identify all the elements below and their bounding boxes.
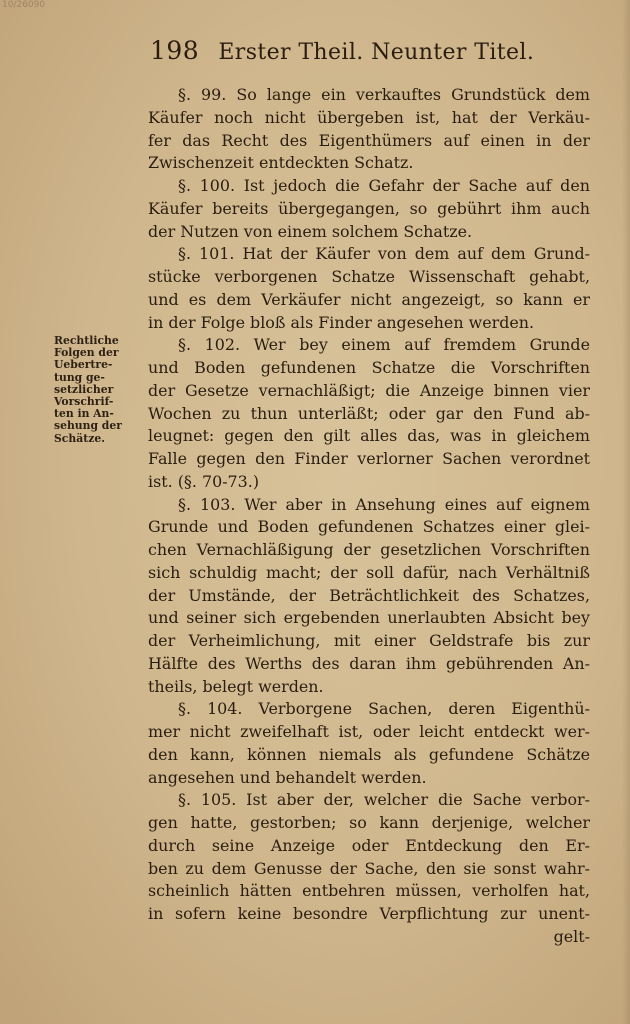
- paragraph-103-line: der Verheimlichung, mit einer Geldstrafe bis zur: [148, 631, 590, 650]
- margin-note-line: Rechtliche: [54, 335, 119, 347]
- paragraph-102-line: der Gesetze vernachläßigt; die Anzeige binnen vier: [148, 380, 590, 400]
- paragraph-102-line: und Boden gefundenen Schatze die Vorschriften: [148, 358, 590, 377]
- paragraph-103-line: der Umstände, der Beträchtlichkeit des Schatzes,: [148, 585, 590, 605]
- margin-note-line: tung ge-: [54, 371, 105, 384]
- paragraph-105-line: §. 105. Ist aber der, welcher die Sache verbor-: [178, 790, 590, 810]
- paragraph-102-line: ist. (§. 70-73.): [148, 471, 260, 491]
- paragraph-101-line: und es dem Verkäufer nicht angezeigt, so kann er: [148, 289, 590, 309]
- paragraph-100-line: §. 100. Ist jedoch die Gefahr der Sache auf den: [178, 176, 590, 195]
- paragraph-103-line: §. 103. Wer aber in Ansehung eines auf eignem: [178, 494, 590, 514]
- paragraph-99-line: fer das Recht des Eigenthümers auf einen in der: [148, 130, 590, 150]
- paragraph-103-line: Grunde und Boden gefundenen Schatzes einer glei-: [148, 517, 590, 537]
- margin-note-line: setzlicher: [54, 383, 114, 396]
- margin-note-line: ten in An-: [54, 408, 114, 421]
- paragraph-102-line: Wochen zu thun unterläßt; oder gar den Fund ab-: [148, 403, 590, 423]
- page-number: 198: [150, 36, 200, 65]
- paragraph-99-line: Käufer noch nicht übergeben ist, hat der Verkäu-: [148, 107, 590, 127]
- paragraph-105-line: durch seine Anzeige oder Entdeckung den Er-: [148, 835, 590, 855]
- paragraph-105-line: scheinlich hätten entbehren müssen, verholfen hat,: [148, 881, 590, 901]
- paragraph-102-line: §. 102. Wer bey einem auf fremdem Grunde: [178, 335, 590, 355]
- paragraph-104-line: den kann, können niemals als gefundene Schätze: [148, 744, 590, 764]
- catchword: gelt-: [553, 926, 590, 946]
- body-text: [148, 84, 590, 949]
- margin-note-line: Vorschrif-: [54, 396, 114, 409]
- paragraph-101-line: in der Folge bloß als Finder angesehen werden.: [148, 312, 535, 332]
- margin-note-line: sehung der: [54, 420, 122, 433]
- page-header: [150, 36, 570, 72]
- paragraph-102-line: leugnet: gegen den gilt alles das, was in gleichem: [148, 426, 590, 446]
- paragraph-103-line: Hälfte des Werths des daran ihm gebührenden An-: [148, 653, 590, 673]
- paragraph-105-line: gen hatte, gestorben; so kann derjenige, welcher: [148, 813, 590, 832]
- paragraph-101-line: stücke verborgenen Schatze Wissenschaft gehabt,: [148, 267, 590, 286]
- paragraph-103-line: theils, belegt werden.: [148, 676, 324, 696]
- paragraph-103-line: chen Vernachläßigung der gesetzlichen Vorschriften: [148, 540, 590, 559]
- margin-note: [54, 335, 144, 445]
- paragraph-103-line: und seiner sich ergebenden unerlaubten Absicht bey: [148, 608, 590, 628]
- paragraph-100-line: Käufer bereits übergegangen, so gebührt ihm auch: [148, 198, 590, 218]
- paragraph-105-line: in sofern keine besondre Verpflichtung zur unent-: [148, 904, 590, 923]
- paragraph-105-line: ben zu dem Genusse der Sache, den sie sonst wahr-: [148, 858, 590, 878]
- margin-note-line: Uebertre-: [54, 359, 113, 372]
- paragraph-104-line: §. 104. Verborgene Sachen, deren Eigenthü-: [178, 699, 590, 719]
- paragraph-99-line: §. 99. So lange ein verkauftes Grundstück dem: [178, 85, 590, 104]
- paragraph-100-line: der Nutzen von einem solchem Schatze.: [148, 221, 473, 241]
- paragraph-103-line: sich schuldig macht; der soll dafür, nach Verhältniß: [148, 562, 590, 582]
- page-edge-shadow: [622, 0, 630, 1024]
- library-stamp: 10/26090: [2, 0, 46, 10]
- running-head: Erster Theil. Neunter Titel.: [218, 40, 535, 65]
- paragraph-101-line: §. 101. Hat der Käufer von dem auf dem Grund-: [178, 244, 590, 264]
- paragraph-104-line: angesehen und behandelt werden.: [148, 767, 427, 787]
- paragraph-102-line: Falle gegen den Finder verlorner Sachen verordnet: [148, 449, 590, 468]
- margin-note-line: Schätze.: [54, 432, 105, 445]
- margin-note-line: Folgen der: [54, 347, 119, 360]
- paragraph-99-line: Zwischenzeit entdeckten Schatz.: [148, 153, 414, 173]
- paragraph-104-line: mer nicht zweifelhaft ist, oder leicht entdeckt wer-: [148, 722, 590, 741]
